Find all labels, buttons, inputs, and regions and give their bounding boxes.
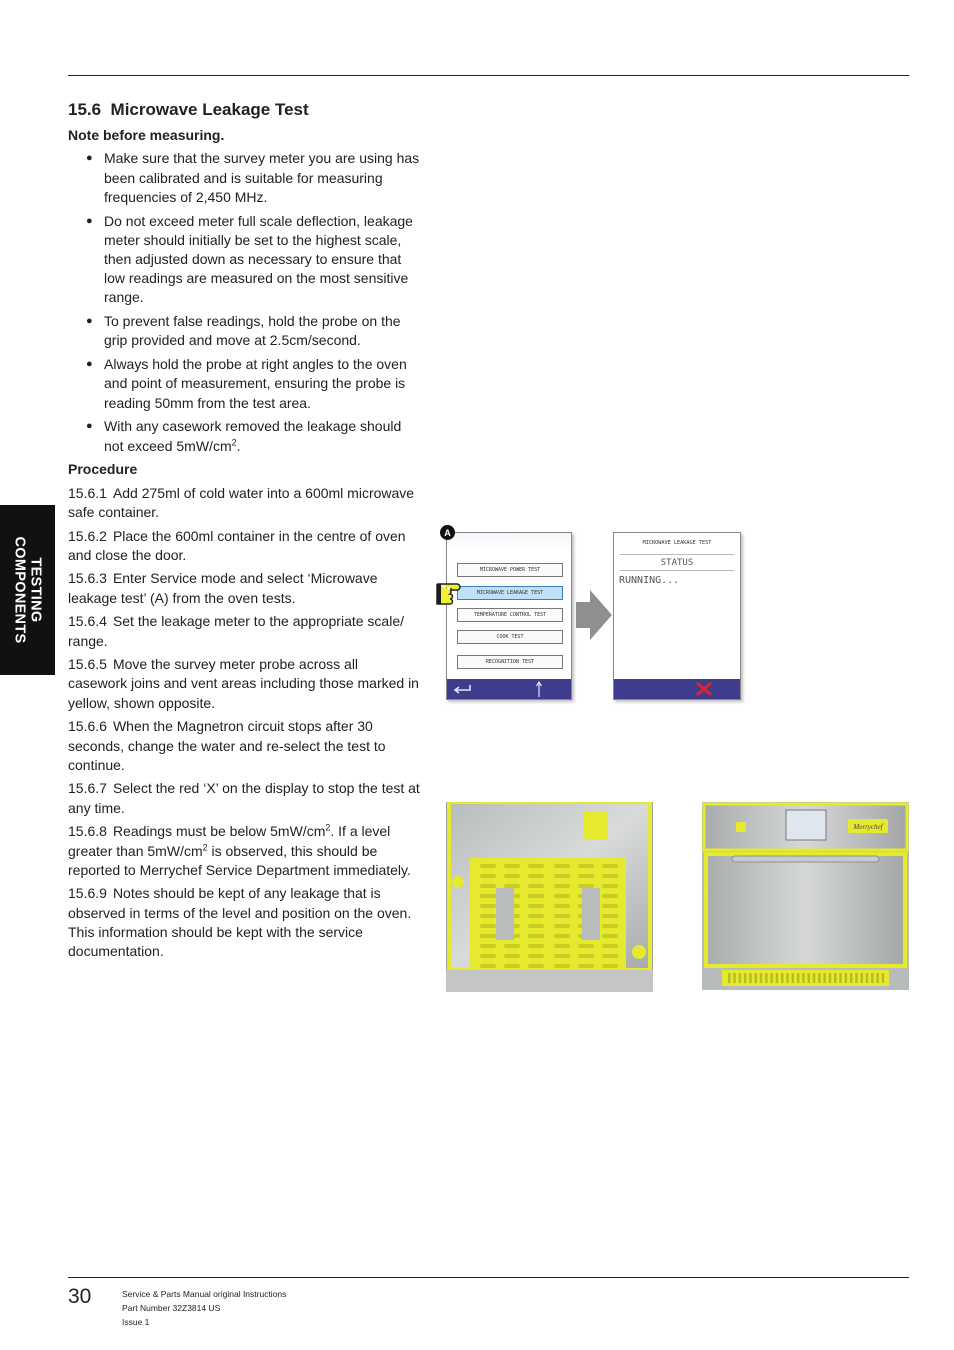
procedure-step xyxy=(68,612,420,650)
vent-slot xyxy=(504,944,520,948)
grill-slot xyxy=(802,973,805,983)
vent-slot xyxy=(480,964,496,968)
vent-slot xyxy=(554,934,570,938)
vent-slot xyxy=(480,894,496,898)
vent-slot xyxy=(504,884,520,888)
vent-slot xyxy=(528,904,544,908)
vent-slot xyxy=(602,864,618,868)
note-text: With any casework removed the leakage should not exceed 5mW/cm xyxy=(104,418,402,454)
grill-slot xyxy=(855,973,858,983)
vent-slot xyxy=(504,964,520,968)
note-item xyxy=(68,417,420,455)
step-number: 15.6.7 xyxy=(68,780,107,797)
procedure-step xyxy=(68,527,420,565)
vent-slot xyxy=(554,864,570,868)
grill-slot xyxy=(755,973,758,983)
procedure-step xyxy=(68,569,420,607)
vent-slot xyxy=(602,904,618,908)
vent-slot xyxy=(578,874,594,878)
vent-slot xyxy=(554,954,570,958)
vent-slot xyxy=(504,954,520,958)
step-number: 15.6.4 xyxy=(68,613,107,630)
step-text: Enter Service mode and select ‘Microwave leakage test’ (A) from the oven tests. xyxy=(68,570,378,606)
grill-slot xyxy=(733,973,736,983)
vent-slot xyxy=(480,924,496,928)
grill-slot xyxy=(770,973,773,983)
grill-slot xyxy=(781,973,784,983)
footer-line-1: Service & Parts Manual original Instructions xyxy=(122,1289,287,1299)
vent-slot xyxy=(480,934,496,938)
menu-header-area xyxy=(447,533,571,553)
step-text: Notes should be kept of any leakage that is observed in terms of the level and position on the oven. This information should be kept with the service documentation. xyxy=(68,885,412,960)
step-superscript: 2 xyxy=(325,822,331,833)
vent-slot xyxy=(504,874,520,878)
grill-slot xyxy=(760,973,763,983)
vent-slot xyxy=(602,874,618,878)
side-tab-line1: TESTING xyxy=(27,557,44,623)
vent-slot xyxy=(602,924,618,928)
step-text-after: is observed, this should be reported to Merrychef Service Department immediately. xyxy=(68,842,411,878)
grill-slot xyxy=(792,973,795,983)
vent-slot xyxy=(554,924,570,928)
note-superscript: 2 xyxy=(231,436,237,447)
vent-slot xyxy=(578,964,594,968)
menu-button[interactable]: TEMPERATURE CONTROL TEST xyxy=(457,608,563,622)
step-text-after: . If a level greater than 5mW/cm xyxy=(68,823,391,859)
grill-slot xyxy=(829,973,832,983)
status-screen-title: MICROWAVE LEAKAGE TEST xyxy=(642,540,712,546)
procedure-step xyxy=(68,822,420,880)
back-icon[interactable] xyxy=(451,683,473,695)
grill-slot xyxy=(749,973,752,983)
grill-slot xyxy=(861,973,864,983)
figure-a-badge: A xyxy=(440,525,455,540)
menu-button[interactable]: MICROWAVE POWER TEST xyxy=(457,563,563,577)
grill-slot xyxy=(823,973,826,983)
oven-logo-text: Merrychef xyxy=(853,823,883,831)
side-tab xyxy=(0,505,55,675)
title-divider xyxy=(620,554,734,555)
grill-slot xyxy=(808,973,811,983)
grill-slot xyxy=(818,973,821,983)
step-text: Select the red ‘X’ on the display to stop the test at any time. xyxy=(68,780,420,816)
vent-slot xyxy=(480,864,496,868)
vent-slot xyxy=(480,874,496,878)
grill-slot xyxy=(739,973,742,983)
page-number: 30 xyxy=(68,1285,92,1308)
up-arrow-icon[interactable] xyxy=(535,680,543,698)
side-tab-line2: COMPONENTS xyxy=(11,536,28,644)
step-number: 15.6.1 xyxy=(68,484,107,501)
grill-slot xyxy=(882,973,885,983)
vent-slot xyxy=(602,964,618,968)
procedure-steps xyxy=(68,484,420,962)
stop-x-icon[interactable] xyxy=(696,682,712,696)
vent-slot xyxy=(602,894,618,898)
vent-slot xyxy=(554,914,570,918)
menu-button[interactable]: MICROWAVE LEAKAGE TEST xyxy=(457,586,563,600)
grill-slot xyxy=(839,973,842,983)
service-menu-screen xyxy=(446,532,572,700)
grill-slot xyxy=(876,973,879,983)
grill-slot xyxy=(850,973,853,983)
vent-slot xyxy=(554,944,570,948)
grill-slot xyxy=(744,973,747,983)
status-label: STATUS xyxy=(660,558,694,568)
vent-slot xyxy=(554,964,570,968)
grill-slot xyxy=(871,973,874,983)
note-text: To prevent false readings, hold the probe on the grip provided and move at 2.5cm/second. xyxy=(104,313,401,349)
vent-slot xyxy=(602,934,618,938)
note-text: Do not exceed meter full scale deflection, leakage meter should initially be set to the highest scale, then adjusted down as necessary to ensure that low readings are measured on the most sensitive range. xyxy=(104,212,413,306)
grill-slot xyxy=(728,973,731,983)
procedure-step xyxy=(68,484,420,522)
grill-slot xyxy=(845,973,848,983)
grill-slot xyxy=(866,973,869,983)
vent-slot xyxy=(480,914,496,918)
vent-slot xyxy=(554,904,570,908)
procedure-step xyxy=(68,717,420,775)
vent-slot xyxy=(578,864,594,868)
procedure-step xyxy=(68,779,420,817)
top-rule xyxy=(68,75,909,76)
vent-slot xyxy=(528,954,544,958)
note-item xyxy=(68,355,420,413)
vent-slot xyxy=(504,864,520,868)
status-divider xyxy=(620,570,734,571)
note-item xyxy=(68,312,420,350)
note-item xyxy=(68,149,420,207)
footer-text xyxy=(122,1287,286,1329)
vent-slot xyxy=(554,874,570,878)
step-number: 15.6.3 xyxy=(68,570,107,587)
vent-slot xyxy=(528,874,544,878)
footer-line-3: Issue 1 xyxy=(122,1317,150,1327)
note-text-after: . xyxy=(236,437,241,454)
vent-slot xyxy=(602,884,618,888)
oven-front-photo xyxy=(702,802,909,990)
leakage-status-screen xyxy=(613,532,741,700)
note-item xyxy=(68,212,420,308)
vent-slot xyxy=(528,964,544,968)
vent-slot xyxy=(480,884,496,888)
vent-slot xyxy=(480,904,496,908)
step-text: Readings must be below 5mW/cm xyxy=(112,823,326,840)
vent-slot xyxy=(578,954,594,958)
step-number: 15.6.9 xyxy=(68,885,107,902)
vent-slot xyxy=(554,894,570,898)
vent-slot xyxy=(528,934,544,938)
vent-slot xyxy=(602,914,618,918)
procedure-step xyxy=(68,884,420,961)
step-number: 15.6.8 xyxy=(68,823,107,840)
vent-slot xyxy=(602,944,618,948)
step-number: 15.6.6 xyxy=(68,718,107,735)
oven-rear-photo xyxy=(446,802,653,992)
vent-slot xyxy=(528,914,544,918)
main-text-column xyxy=(68,100,420,966)
grill-slot xyxy=(776,973,779,983)
notes-list xyxy=(68,149,420,455)
step-text: Place the 600ml container in the centre of oven and close the door. xyxy=(68,527,406,563)
vent-slot xyxy=(528,894,544,898)
grill-slot xyxy=(797,973,800,983)
vent-slot xyxy=(554,884,570,888)
status-bottom-bar xyxy=(614,679,740,699)
vent-slot xyxy=(528,944,544,948)
menu-button[interactable]: COOK TEST xyxy=(457,630,563,644)
note-text: Always hold the probe at right angles to the oven and point of measurement, ensuring the probe is reading 50mm from the test area. xyxy=(104,356,407,411)
step-text: When the Magnetron circuit stops after 30 seconds, change the water and re-select the test to continue. xyxy=(68,718,386,773)
section-number: 15.6 xyxy=(68,100,102,119)
vent-slot xyxy=(528,884,544,888)
step-text: Add 275ml of cold water into a 600ml microwave safe container. xyxy=(68,484,415,520)
step-text: Set the leakage meter to the appropriate scale/ range. xyxy=(68,613,405,649)
grill-slot xyxy=(834,973,837,983)
grill-slot xyxy=(786,973,789,983)
bottom-rule xyxy=(68,1277,909,1278)
footer-line-2: Part Number 32Z3814 US xyxy=(122,1303,221,1313)
vent-slot xyxy=(480,944,496,948)
vent-slot xyxy=(528,924,544,928)
section-title-text: Microwave Leakage Test xyxy=(110,100,309,119)
vent-slot xyxy=(578,944,594,948)
menu-bottom-bar xyxy=(447,679,571,699)
menu-button[interactable]: RECOGNITION TEST xyxy=(457,655,563,669)
note-heading: Note before measuring. xyxy=(68,127,225,144)
step-number: 15.6.2 xyxy=(68,527,107,544)
vent-slot xyxy=(480,954,496,958)
step-superscript: 2 xyxy=(202,841,208,852)
grill-slot xyxy=(765,973,768,983)
step-text: Move the survey meter probe across all casework joins and vent areas including those marked in yellow, shown opposite. xyxy=(68,656,419,711)
note-text: Make sure that the survey meter you are using has been calibrated and is suitable for measuring frequencies of 2,450 MHz. xyxy=(104,150,420,205)
status-value: RUNNING... xyxy=(619,575,680,586)
procedure-step xyxy=(68,655,420,713)
section-title xyxy=(68,100,420,119)
procedure-heading: Procedure xyxy=(68,461,138,478)
grill-slot xyxy=(813,973,816,983)
pointing-hand-icon xyxy=(433,576,469,610)
vent-slot xyxy=(602,954,618,958)
right-arrow-icon xyxy=(576,590,612,640)
step-number: 15.6.5 xyxy=(68,656,107,673)
vent-slot xyxy=(528,864,544,868)
vent-slot xyxy=(578,884,594,888)
